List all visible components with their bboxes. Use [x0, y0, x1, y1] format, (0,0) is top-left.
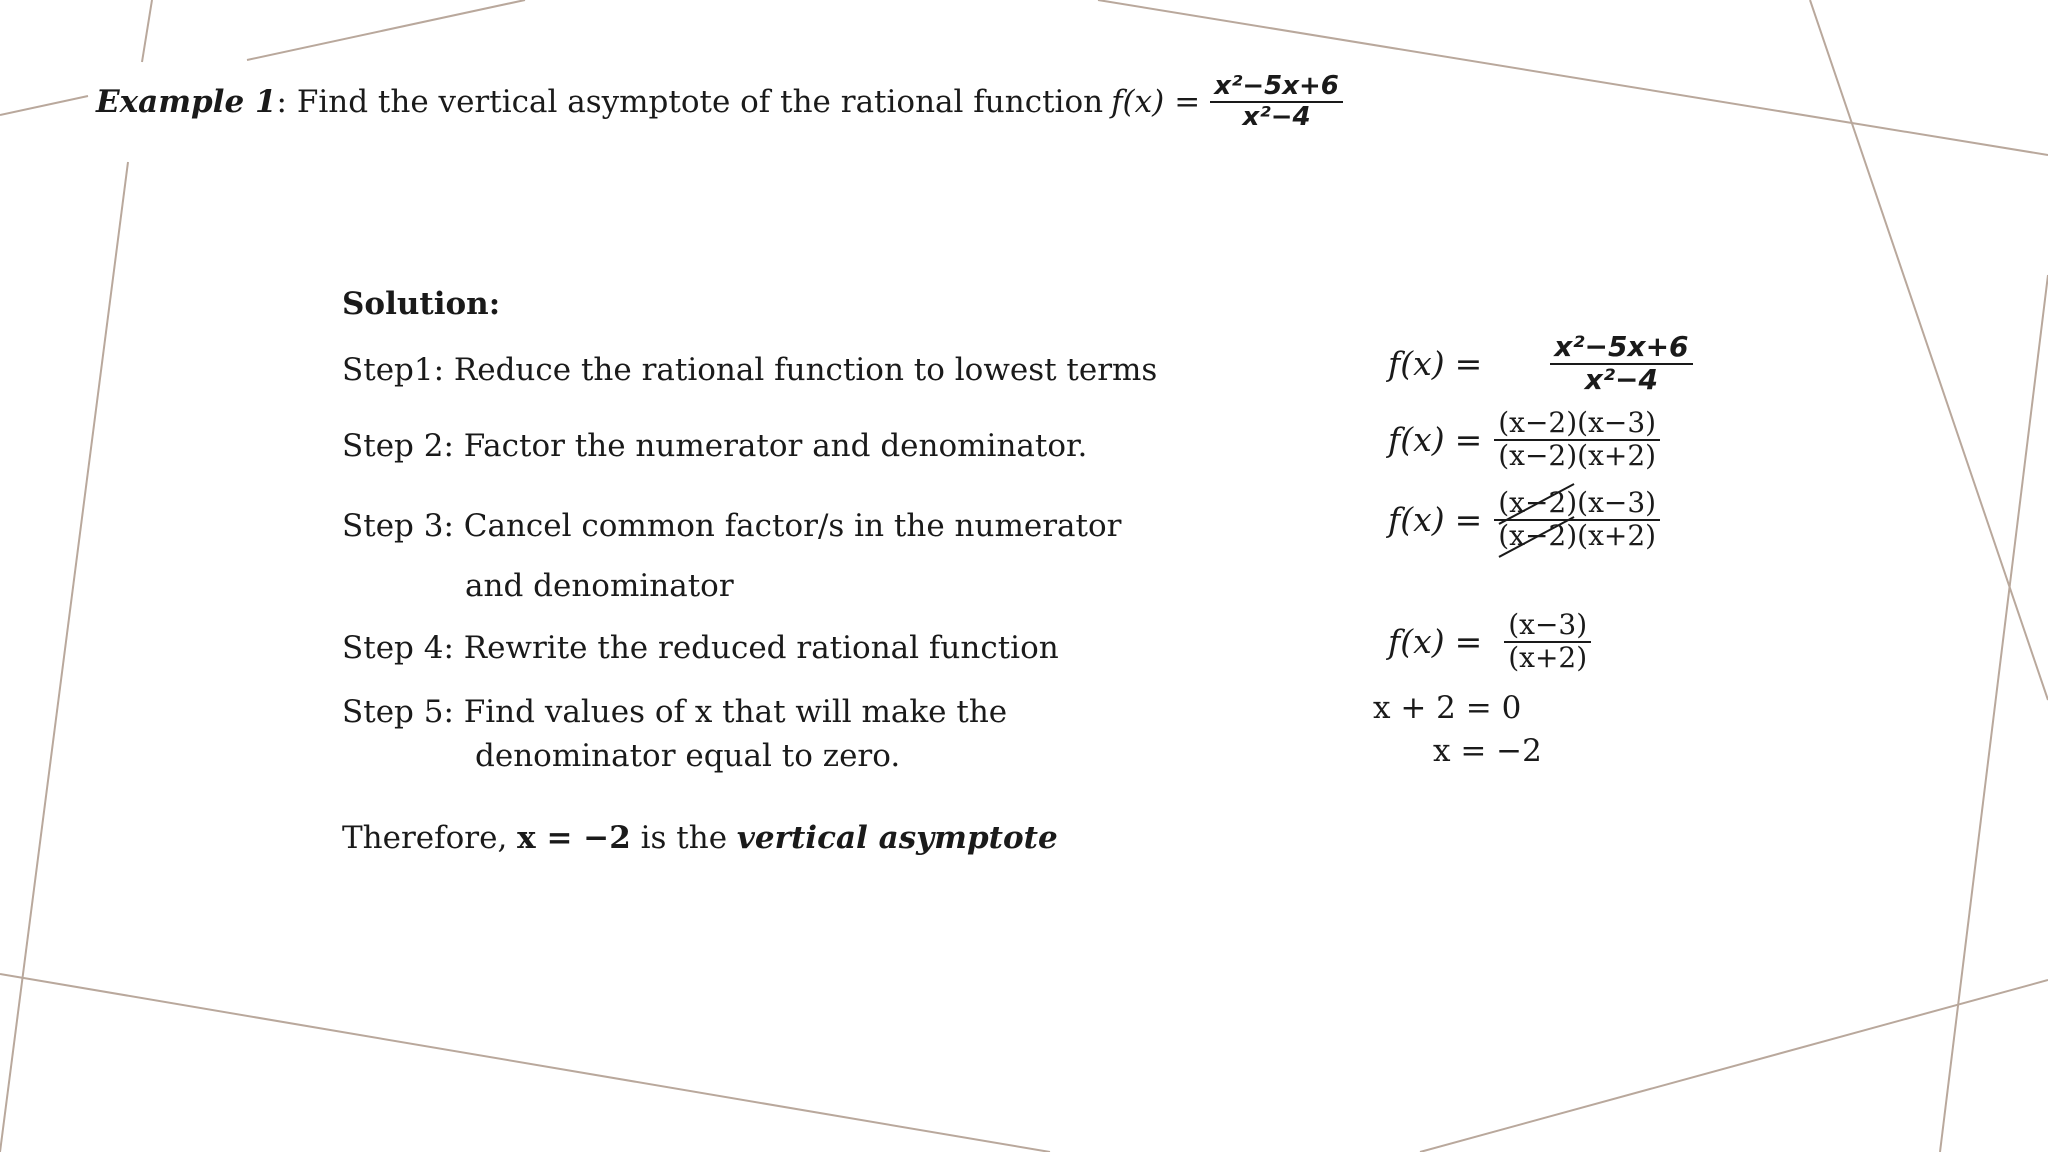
- step-1-label: Step1: Reduce the rational function to lowest terms: [342, 352, 1158, 388]
- solution-label: Solution:: [342, 286, 501, 322]
- step-3-continuation: and denominator: [465, 568, 734, 604]
- step-3-den-remaining: (x+2): [1577, 518, 1657, 552]
- conclusion-middle: is the: [630, 820, 737, 856]
- conclusion-term: vertical asymptote: [736, 820, 1058, 856]
- step-5-continuation: denominator equal to zero.: [475, 738, 901, 774]
- step-4-denominator: (x+2): [1508, 640, 1588, 674]
- step-1-fraction: [1550, 332, 1692, 396]
- step-4-numerator: (x−3): [1504, 610, 1591, 643]
- example-title: [96, 72, 1343, 131]
- step-1-math: [1388, 332, 1693, 396]
- step-1-denominator: x²−4: [1584, 362, 1659, 396]
- step-3-num-remaining: (x−3): [1577, 486, 1657, 519]
- step-2-label: Step 2: Factor the numerator and denominator.: [342, 428, 1088, 464]
- step-2-numerator: (x−2)(x−3): [1494, 408, 1660, 441]
- step-3-num-cancelled: (x−2): [1498, 486, 1578, 519]
- step-5-equation-2: x = −2: [1433, 733, 1542, 769]
- step-3-fraction: [1494, 488, 1660, 552]
- title-numerator: x²−5x+6: [1210, 72, 1343, 103]
- step-4-equals: =: [1454, 622, 1483, 662]
- step-1-equals: =: [1454, 344, 1483, 384]
- step-4-lhs: f(x): [1388, 622, 1445, 662]
- step-5-equation-1: x + 2 = 0: [1373, 690, 1522, 726]
- step-4-math: [1388, 610, 1591, 674]
- step-5-label: Step 5: Find values of x that will make the: [342, 694, 1008, 730]
- title-equals: =: [1174, 83, 1201, 120]
- step-4-label: Step 4: Rewrite the reduced rational function: [342, 630, 1059, 666]
- step-3-numerator: [1494, 488, 1660, 521]
- example-text: : Find the vertical asymptote of the rational function: [276, 83, 1104, 120]
- step-3-label: Step 3: Cancel common factor/s in the numerator: [342, 508, 1122, 544]
- step-3-den-cancelled: (x−2): [1498, 518, 1578, 552]
- conclusion-prefix: Therefore,: [342, 820, 518, 856]
- step-3-math: [1388, 488, 1660, 552]
- conclusion-value: x = −2: [517, 820, 631, 856]
- title-denominator: x²−4: [1242, 101, 1311, 132]
- step-2-equals: =: [1454, 420, 1483, 460]
- conclusion: [342, 820, 1058, 856]
- step-2-denominator: (x−2)(x+2): [1498, 438, 1657, 472]
- title-fraction: [1210, 72, 1343, 131]
- step-3-equals: =: [1454, 500, 1483, 540]
- step-3-denominator: [1494, 518, 1660, 552]
- step-3-lhs: f(x): [1388, 500, 1445, 540]
- step-2-fraction: [1494, 408, 1660, 472]
- step-4-fraction: [1504, 610, 1591, 674]
- step-1-numerator: x²−5x+6: [1550, 332, 1692, 365]
- step-1-lhs: f(x): [1388, 344, 1445, 384]
- step-2-lhs: f(x): [1388, 420, 1445, 460]
- example-label: Example 1: [96, 83, 277, 120]
- step-2-math: [1388, 408, 1660, 472]
- title-function-name: f(x): [1111, 83, 1165, 120]
